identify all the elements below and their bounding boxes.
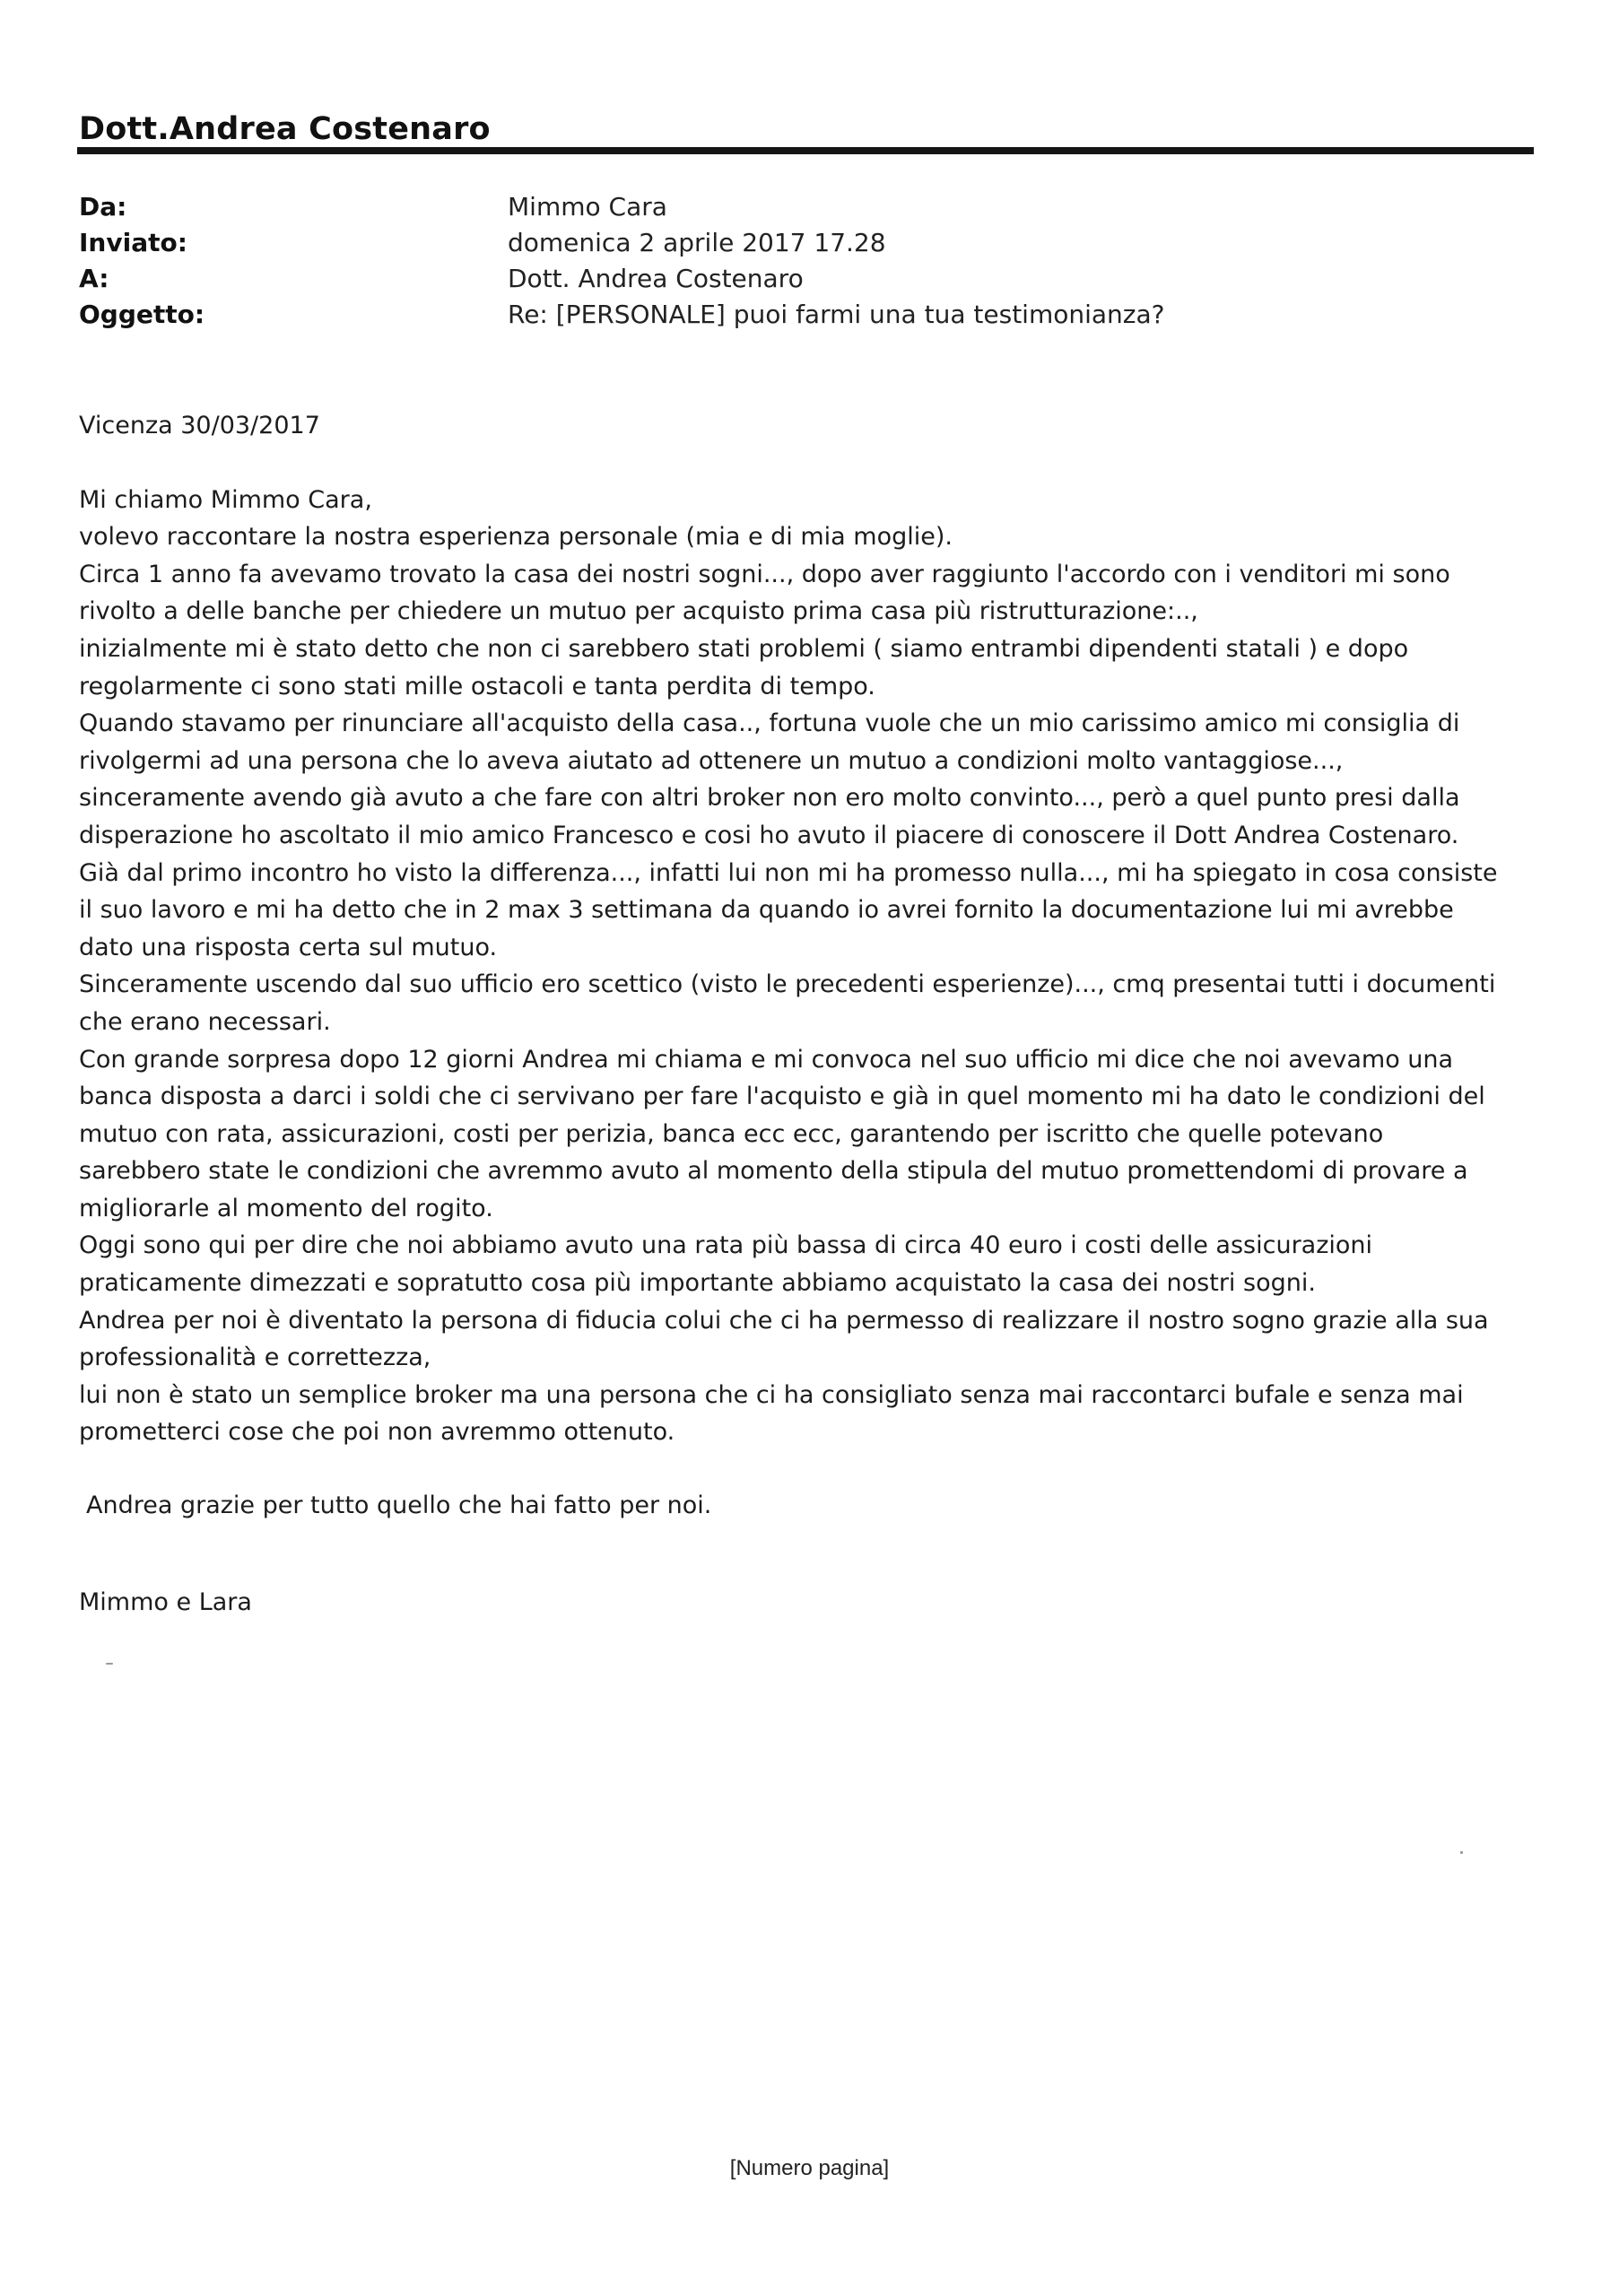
- page-number: [Numero pagina]: [729, 2156, 890, 2180]
- body-line: Sinceramente uscendo dal suo ufficio ero scettico (visto le precedenti esperienze)..., cmq presentai tutti i documenti: [79, 970, 1496, 999]
- header-row-subject: [79, 297, 1514, 333]
- body-line: praticamente dimezzati e sopratutto cosa più importante abbiamo acquistato la casa dei nostri sogni.: [79, 1269, 1316, 1298]
- body-line: Quando stavamo per rinunciare all'acquisto della casa.., fortuna vuole che un mio carissimo amico mi consiglia di: [79, 709, 1460, 738]
- header-row-to: [79, 261, 1514, 297]
- body-line: banca disposta a darci i soldi che ci servivano per fare l'acquisto e già in quel momento mi ha dato le condizioni del: [79, 1083, 1485, 1111]
- scan-speck: [106, 1663, 113, 1665]
- body-line: Oggi sono qui per dire che noi abbiamo avuto una rata più bassa di circa 40 euro i costi delle assicurazioni: [79, 1231, 1373, 1260]
- body-line: Circa 1 anno fa avevamo trovato la casa dei nostri sogni..., dopo aver raggiunto l'accordo con i venditori mi sono: [79, 560, 1450, 588]
- subject-label: Oggetto:: [79, 300, 205, 329]
- body-line: sarebbero state le condizioni che avremmo avuto al momento della stipula del mutuo promettendomi di provare a: [79, 1157, 1468, 1186]
- body-line: Già dal primo incontro ho visto la differenza..., infatti lui non mi ha promesso nulla..., mi ha spiegato in cosa consiste: [79, 858, 1498, 887]
- body-line: rivolgermi ad una persona che lo aveva aiutato ad ottenere un mutuo a condizioni molto vantaggiose...,: [79, 746, 1344, 775]
- email-header: [79, 189, 1514, 333]
- body-line: prometterci cose che poi non avremmo ottenuto.: [79, 1418, 675, 1447]
- body-line: rivolto a delle banche per chiedere un mutuo per acquisto prima casa più ristrutturazione:..,: [79, 597, 1198, 626]
- document-title: Dott.Andrea Costenaro: [79, 111, 491, 147]
- body-line: Con grande sorpresa dopo 12 giorni Andrea mi chiama e mi convoca nel suo ufficio mi dice che noi avevamo una: [79, 1045, 1454, 1074]
- body-line: il suo lavoro e mi ha detto che in 2 max 3 settimana da quando io avrei fornito la documentazione lui mi avrebbe: [79, 896, 1454, 925]
- from-label: Da:: [79, 192, 127, 222]
- header-row-from: [79, 189, 1514, 225]
- body-line: mutuo con rata, assicurazioni, costi per perizia, banca ecc ecc, garantendo per iscritto che quelle potevano: [79, 1119, 1384, 1148]
- body-paragraph: [79, 482, 1541, 1451]
- title-divider: [77, 147, 1534, 154]
- place-date: Vicenza 30/03/2017: [79, 412, 320, 439]
- body-line: lui non è stato un semplice broker ma una persona che ci ha consigliato senza mai raccontarci bufale e senza mai: [79, 1380, 1464, 1409]
- email-body: [79, 407, 1541, 1621]
- body-line: che erano necessari.: [79, 1007, 331, 1036]
- sent-label: Inviato:: [79, 228, 187, 257]
- signature: Mimmo e Lara: [79, 1587, 252, 1616]
- body-line: Mi chiamo Mimmo Cara,: [79, 485, 372, 514]
- body-line: sinceramente avendo già avuto a che fare con altri broker non ero molto convinto..., però a quel punto presi dalla: [79, 784, 1460, 813]
- to-label: A:: [79, 264, 109, 293]
- body-line: migliorarle al momento del rogito.: [79, 1194, 493, 1222]
- body-line: dato una risposta certa sul mutuo.: [79, 933, 498, 961]
- body-line: volevo raccontare la nostra esperienza personale (mia e di mia moglie).: [79, 523, 953, 552]
- header-row-sent: [79, 225, 1514, 261]
- closing-line: Andrea grazie per tutto quello che hai fatto per noi.: [86, 1492, 712, 1520]
- subject-value: Re: [PERSONALE] puoi farmi una tua testimonianza?: [508, 300, 1165, 329]
- body-line: professionalità e correttezza,: [79, 1344, 431, 1372]
- body-line: regolarmente ci sono stati mille ostacoli e tanta perdita di tempo.: [79, 672, 875, 700]
- body-line: inizialmente mi è stato detto che non ci sarebbero stati problemi ( siamo entrambi dipendenti statali ) e dopo: [79, 634, 1409, 663]
- from-value: Mimmo Cara: [508, 192, 667, 222]
- body-line: disperazione ho ascoltato il mio amico Francesco e cosi ho avuto il piacere di conoscere il Dott Andrea Costenaro.: [79, 821, 1459, 849]
- scan-speck: [1460, 1851, 1463, 1854]
- to-value: Dott. Andrea Costenaro: [508, 264, 804, 293]
- body-line: Andrea per noi è diventato la persona di fiducia colui che ci ha permesso di realizzare il nostro sogno grazie alla sua: [79, 1306, 1489, 1335]
- sent-value: domenica 2 aprile 2017 17.28: [508, 228, 886, 257]
